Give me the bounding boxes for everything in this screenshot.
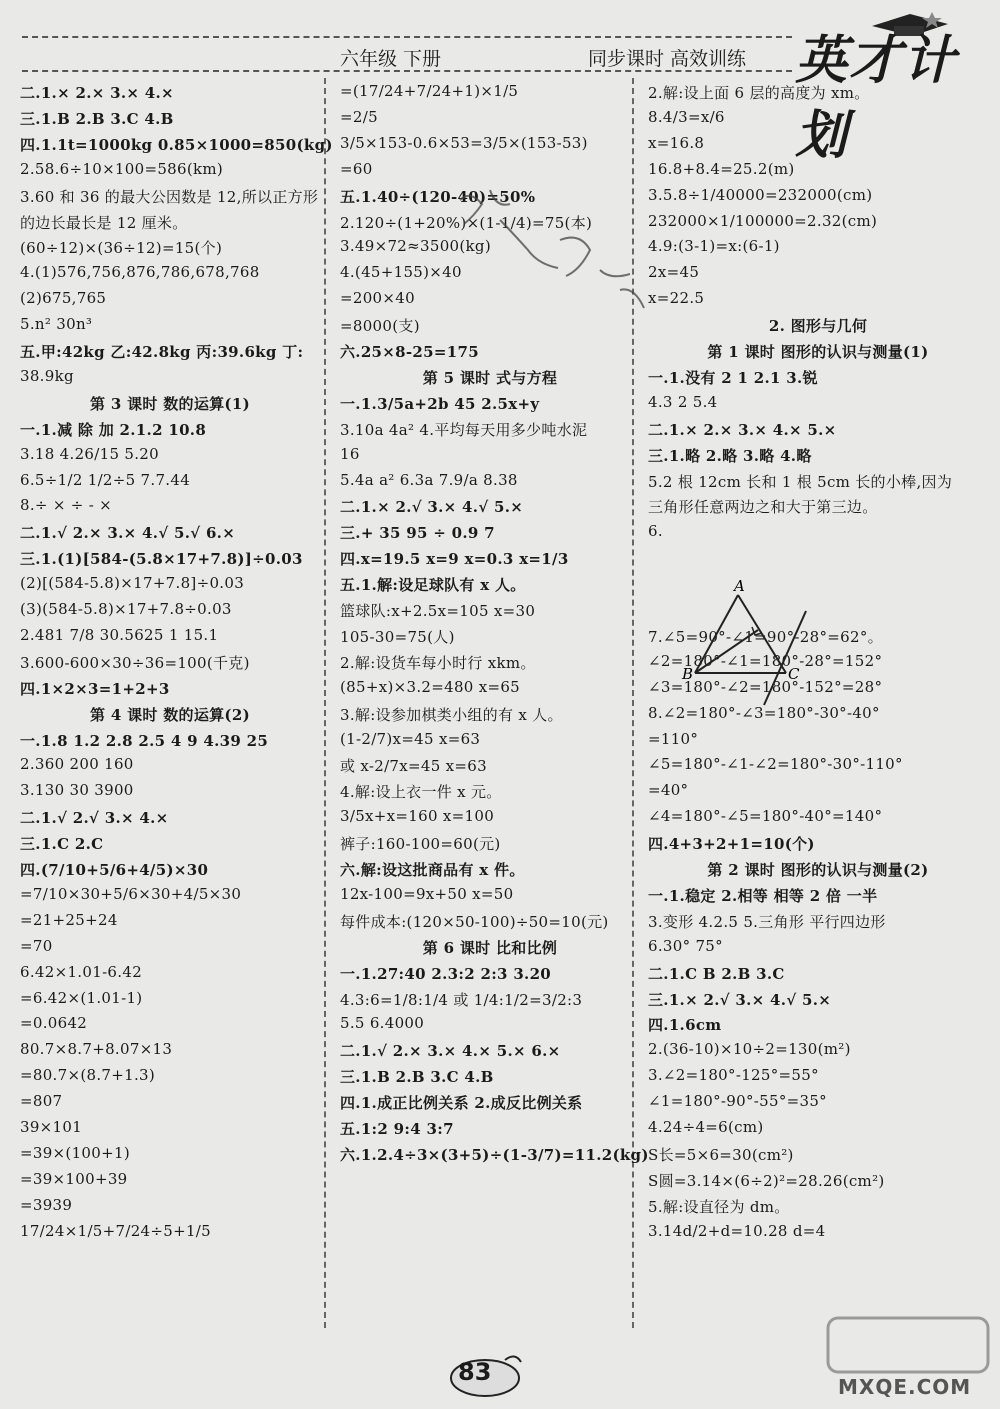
answer-line: 的边长最长是 12 厘米。: [20, 213, 188, 232]
answer-line: 三.1.略 2.略 3.略 4.略: [648, 446, 812, 465]
answer-line: 3.∠2=180°-125°=55°: [648, 1066, 819, 1085]
answer-line: 二.1.× 2.× 3.× 4.× 5.×: [648, 420, 837, 439]
answer-line: =60: [340, 159, 373, 178]
answer-line: 五.甲:42kg 乙:42.8kg 丙:39.6kg 丁:: [20, 343, 304, 361]
header-dashed-rule: [22, 36, 792, 38]
answer-line: 5.2 根 12cm 长和 1 根 5cm 长的小棒,因为: [648, 472, 953, 491]
answer-line: S长=5×6=30(cm²): [648, 1145, 794, 1164]
answer-line: 二.1.× 2.√ 3.× 4.√ 5.×: [340, 498, 524, 517]
answer-line: 六.1.2.4÷3×(3+5)÷(1-3/7)=11.2(kg): [340, 1145, 649, 1164]
answer-line: 二.1.√ 2.× 3.× 4.√ 5.√ 6.×: [20, 524, 236, 543]
answer-line: =110°: [648, 729, 699, 748]
answer-line: =(17/24+7/24+1)×1/5: [340, 82, 519, 100]
answer-line: 5.4a a² 6.3a 7.9/a 8.38: [340, 470, 518, 489]
answer-line: 4.24÷4=6(cm): [648, 1118, 764, 1136]
answer-line: 8.∠2=180°-∠3=180°-30°-40°: [648, 703, 880, 722]
answer-line: 三.1.C 2.C: [20, 835, 104, 854]
answer-line: 2.(36-10)×10÷2=130(m²): [648, 1040, 851, 1059]
answer-line: 3.600-600×30÷36=100(千克): [20, 653, 250, 672]
answer-line: 3/5x+x=160 x=100: [340, 807, 495, 826]
answer-line: 一.1.稳定 2.相等 相等 2 倍 一半: [648, 886, 878, 905]
answer-line: 四.x=19.5 x=9 x=0.3 x=1/3: [340, 550, 569, 569]
answer-line: 3.60 和 36 的最大公因数是 12,所以正方形: [20, 187, 319, 206]
answer-line: =6.42×(1.01-1): [20, 988, 143, 1007]
answer-line: ∠5=180°-∠1-∠2=180°-30°-110°: [648, 755, 903, 774]
answer-line: 五.1.解:设足球队有 x 人。: [340, 576, 526, 595]
answer-line: 7.∠5=90°-∠1=90°-28°=62°。: [648, 627, 883, 646]
answer-line: =39×(100+1): [20, 1143, 130, 1162]
answer-line: 2.解:设上面 6 层的高度为 xm。: [648, 84, 870, 102]
answer-line: ∠3=180°-∠2=180°-152°=28°: [648, 677, 883, 696]
answer-line: 一.1.没有 2 1 2.1 3.锐: [648, 368, 818, 387]
answer-line: 8.4/3=x/6: [648, 107, 725, 126]
answer-line: 第 5 课时 式与方程: [422, 368, 558, 387]
answer-line: 6.: [648, 522, 663, 541]
vertex-label-b: B: [682, 665, 694, 683]
answer-line: 3.130 30 3900: [20, 781, 134, 800]
answer-line: 2.解:设货车每小时行 xkm。: [340, 653, 536, 672]
answer-line: 第 4 课时 数的运算(2): [90, 705, 250, 724]
answer-line: 裤子:160-100=60(元): [340, 835, 501, 854]
answer-line: 4.(1)576,756,876,786,678,768: [20, 263, 260, 282]
answer-line: 三角形任意两边之和大于第三边。: [648, 498, 878, 517]
answer-line: 3.5.8÷1/40000=232000(cm): [648, 185, 873, 204]
vertex-label-a: A: [734, 577, 745, 595]
answer-line: 四.1.1t=1000kg 0.85×1000=850(kg): [20, 135, 333, 154]
answer-line: 六.解:设这批商品有 x 件。: [340, 861, 525, 879]
answer-line: (3)(584-5.8)×17+7.8÷0.03: [20, 600, 232, 618]
answer-line: =40°: [648, 781, 689, 800]
answer-line: 8.÷ × ÷ - ×: [20, 496, 113, 515]
answer-line: =3939: [20, 1195, 73, 1214]
answer-line: =2/5: [340, 107, 378, 126]
answer-line: ∠2=180°-∠1=180°-28°=152°: [648, 651, 883, 670]
answer-line: 二.1.× 2.× 3.× 4.×: [20, 84, 174, 102]
answer-line: 6.5÷1/2 1/2÷5 7.7.44: [20, 470, 191, 489]
handwritten-scribble: [440, 180, 680, 340]
answer-line: 五.1:2 9:4 3:7: [340, 1120, 454, 1138]
logo-text: 英才计划: [795, 30, 958, 166]
answer-line: 二.1.C B 2.B 3.C: [648, 964, 785, 983]
answer-line: 3.18 4.26/15 5.20: [20, 444, 159, 463]
answer-line: 篮球队:x+2.5x=105 x=30: [340, 602, 536, 620]
answer-line: 2.120÷(1+20%)×(1-1/4)=75(本): [340, 213, 593, 232]
answer-line: 4.解:设上衣一件 x 元。: [340, 783, 502, 802]
answer-line: 80.7×8.7+8.07×13: [20, 1040, 173, 1059]
answer-line: 四.1.6cm: [648, 1016, 722, 1035]
answer-line: 3.变形 4.2.5 5.三角形 平行四边形: [648, 912, 886, 931]
answer-line: ∠1=180°-90°-55°=35°: [648, 1092, 827, 1111]
page-number: 83: [458, 1358, 492, 1386]
answer-line: 一.1.8 1.2 2.8 2.5 4 9 4.39 25: [20, 731, 269, 750]
answer-line: =8000(支): [340, 317, 420, 336]
answer-line: ∠4=180°-∠5=180°-40°=140°: [648, 807, 883, 826]
answer-line: =7/10×30+5/6×30+4/5×30: [20, 884, 242, 903]
answer-line: 38.9kg: [20, 366, 74, 385]
answer-line: (2)675,765: [20, 289, 107, 308]
answer-line: 第 3 课时 数的运算(1): [90, 394, 250, 413]
answer-line: 2.360 200 160: [20, 755, 134, 774]
answer-line: 2.481 7/8 30.5625 1 15.1: [20, 625, 219, 644]
answer-line: 三.1.× 2.√ 3.× 4.√ 5.×: [648, 990, 832, 1009]
answer-line: 四.1×2×3=1+2+3: [20, 679, 170, 698]
triangle-figure: [680, 575, 830, 710]
answer-line: 或 x-2/7x=45 x=63: [340, 757, 487, 776]
answer-line: 四.4+3+2+1=10(个): [648, 835, 815, 854]
column-divider: [324, 78, 326, 1328]
answer-line: 232000×1/100000=2.32(cm): [648, 211, 878, 230]
answer-line: 五.1.40÷(120-40)=50%: [340, 187, 536, 206]
answer-line: 一.1.3/5a+2b 45 2.5x+y: [340, 394, 540, 413]
answer-line: =807: [20, 1092, 63, 1111]
answer-line: S圆=3.14×(6÷2)²=28.26(cm²): [648, 1171, 885, 1190]
answer-line: 6.42×1.01-6.42: [20, 962, 143, 981]
answer-line: 每件成本:(120×50-100)÷50=10(元): [340, 912, 609, 931]
answer-line: 6.30° 75°: [648, 936, 723, 955]
answer-line: 4.3 2 5.4: [648, 392, 718, 411]
answer-line: =70: [20, 936, 53, 955]
answer-line: 105-30=75(人): [340, 627, 455, 646]
answer-line: x=22.5: [648, 289, 705, 308]
answer-line: =39×100+39: [20, 1169, 128, 1188]
answer-line: (85+x)×3.2=480 x=65: [340, 677, 521, 696]
answer-line: (1-2/7)x=45 x=63: [340, 729, 481, 748]
answer-line: 4.(45+155)×40: [340, 263, 462, 282]
answer-line: 12x-100=9x+50 x=50: [340, 884, 514, 903]
answer-line: 三.1.(1)[584-(5.8×17+7.8)]÷0.03: [20, 550, 303, 569]
answer-line: 四.1.成正比例关系 2.成反比例关系: [340, 1094, 583, 1113]
answer-line: 16: [340, 444, 360, 463]
answer-line: 一.1.27:40 2.3:2 2:3 3.20: [340, 964, 552, 983]
answer-line: 3.解:设参加棋类小组的有 x 人。: [340, 705, 563, 724]
answer-line: =80.7×(8.7+1.3): [20, 1066, 156, 1085]
answer-line: 3.14d/2+d=10.28 d=4: [648, 1221, 826, 1240]
answer-line: 三.1.B 2.B 3.C 4.B: [20, 109, 174, 128]
answer-line: =21+25+24: [20, 910, 118, 929]
answer-line: 3.49×72≈3500(kg): [340, 237, 491, 256]
answer-line: 二.1.√ 2.× 3.× 4.× 5.× 6.×: [340, 1042, 561, 1061]
answer-line: x=16.8: [648, 133, 705, 152]
answer-line: 4.3:6=1/8:1/4 或 1/4:1/2=3/2:3: [340, 990, 583, 1009]
grade-label: 六年级 下册: [340, 48, 442, 70]
answer-line: 5.n² 30n³: [20, 315, 93, 334]
answer-line: 5.5 6.4000: [340, 1014, 425, 1033]
answer-line: =200×40: [340, 289, 415, 308]
answer-line: (60÷12)×(36÷12)=15(个): [20, 239, 223, 258]
answer-line: 四.(7/10+5/6+4/5)×30: [20, 861, 209, 879]
answer-line: (2)[(584-5.8)×17+7.8]÷0.03: [20, 574, 245, 593]
answer-line: 39×101: [20, 1118, 83, 1136]
answer-line: =0.0642: [20, 1014, 88, 1033]
answer-line: 二.1.√ 2.√ 3.× 4.×: [20, 809, 169, 828]
answer-line: 17/24×1/5+7/24÷5+1/5: [20, 1221, 212, 1240]
answer-line: 第 1 课时 图形的认识与测量(1): [707, 343, 929, 361]
series-title: 同步课时 高效训练: [588, 48, 747, 70]
answer-line: 第 6 课时 比和比例: [422, 938, 558, 957]
answer-line: 六.25×8-25=175: [340, 343, 479, 361]
answer-line: 第 2 课时 图形的认识与测量(2): [707, 861, 929, 879]
answer-line: 5.解:设直径为 dm。: [648, 1197, 790, 1216]
answer-line: 2x=45: [648, 263, 700, 282]
answer-line: 2.58.6÷10×100=586(km): [20, 159, 224, 178]
answer-line: 三.+ 35 95 ÷ 0.9 7: [340, 524, 495, 543]
answer-line: 一.1.减 除 加 2.1.2 10.8: [20, 420, 207, 439]
vertex-label-c: C: [788, 665, 800, 683]
watermark-text: MXQE.COM: [838, 1375, 972, 1399]
answer-line: 16.8+8.4=25.2(m): [648, 159, 795, 178]
answer-line: 4.9:(3-1)=x:(6-1): [648, 237, 780, 256]
answer-line: 3.10a 4a² 4.平均每天用多少吨水泥: [340, 420, 588, 439]
answer-line: 三.1.B 2.B 3.C 4.B: [340, 1068, 494, 1087]
answer-line: 2. 图形与几何: [768, 317, 868, 336]
answer-line: 3/5×153-0.6×53=3/5×(153-53): [340, 133, 588, 152]
